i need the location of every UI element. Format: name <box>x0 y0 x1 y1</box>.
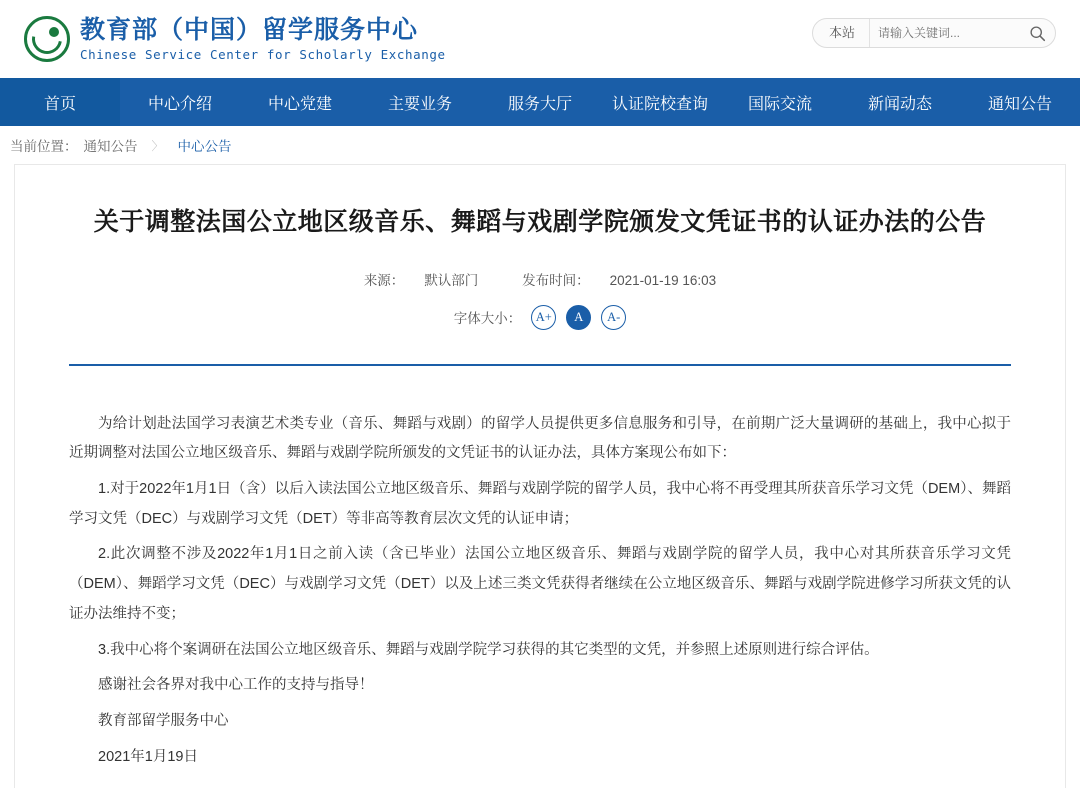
article-paragraph: 3.我中心将个案调研在法国公立地区级音乐、舞蹈与戏剧学院学习获得的其它类型的文凭，并参照上述原则进行综合评估。 <box>98 641 879 658</box>
breadcrumb-item-announcements[interactable]: 通知公告 <box>83 139 138 154</box>
article-body <box>69 410 1011 773</box>
main-navigation <box>0 78 1080 126</box>
search-icon <box>1029 25 1046 42</box>
font-normal-button[interactable]: A <box>566 305 591 330</box>
article-date: 2021年1月19日 <box>98 748 198 765</box>
nav-item-service-hall[interactable]: 服务大厅 <box>507 95 572 113</box>
font-increase-button[interactable]: A+ <box>531 305 556 330</box>
breadcrumb <box>0 126 1080 164</box>
nav-item-institution-query[interactable]: 认证院校查询 <box>611 95 708 113</box>
source-label: 来源： 默认部门 <box>363 272 479 288</box>
font-decrease-button[interactable]: A- <box>601 305 626 330</box>
article-paragraph: 1.对于2022年1月1日（含）以后入读法国公立地区级音乐、舞蹈与戏剧学院的留学人员，我中心将不再受理其所获音乐学习文凭（DEM）、舞蹈学习文凭（DEC）与戏剧学习文凭（DET）等非高等教育层次文凭的认证申请； <box>69 480 1011 527</box>
font-size-controls <box>69 305 1011 330</box>
article-meta <box>69 269 1011 289</box>
nav-item-announcements[interactable]: 通知公告 <box>987 95 1052 113</box>
article-signature: 教育部留学服务中心 <box>98 712 229 729</box>
org-name-en: Chinese Service Center for Scholarly Exchange <box>80 46 446 62</box>
nav-item-news[interactable]: 新闻动态 <box>867 95 932 113</box>
article-paragraph: 为给计划赴法国学习表演艺术类专业（音乐、舞蹈与戏剧）的留学人员提供更多信息服务和引导，在前期广泛大量调研的基础上，我中心拟于近期调整对法国公立地区级音乐、舞蹈与戏剧学院所颁发的文凭证书的认证办法，具体方案现公布如下： <box>69 415 1011 462</box>
font-size-label: 字体大小： <box>453 311 522 326</box>
title-divider <box>69 364 1011 366</box>
search-input[interactable] <box>869 19 1019 47</box>
search-bar[interactable] <box>812 18 1056 48</box>
search-button[interactable] <box>1019 19 1055 47</box>
org-name-cn: 教育部（中国）留学服务中心 <box>80 15 419 45</box>
csc-emblem-icon <box>24 16 70 62</box>
nav-item-international-exchange[interactable]: 国际交流 <box>747 95 812 113</box>
search-scope-label[interactable]: 本站 <box>828 25 855 40</box>
nav-item-center-intro[interactable]: 中心介绍 <box>147 95 212 113</box>
nav-item-home[interactable]: 首页 <box>0 78 120 126</box>
article-card <box>14 164 1066 788</box>
breadcrumb-item-center-announcement[interactable]: 中心公告 <box>177 139 232 154</box>
site-header <box>0 0 1080 78</box>
breadcrumb-separator-icon: 〉 <box>151 138 164 153</box>
nav-item-party-building[interactable]: 中心党建 <box>267 95 332 113</box>
breadcrumb-prefix: 当前位置： <box>10 139 78 154</box>
article-paragraph: 2.此次调整不涉及2022年1月1日之前入读（含已毕业）法国公立地区级音乐、舞蹈与戏剧学院的留学人员，我中心对其所获音乐学习文凭（DEM）、舞蹈学习文凭（DEC）与戏剧学习文凭（DET）以及上述三类文凭获得者继续在公立地区级音乐、舞蹈与戏剧学院进修学习所获文凭的认证办法维持不变； <box>69 546 1011 622</box>
site-logo[interactable] <box>24 16 446 62</box>
article-paragraph: 感谢社会各界对我中心工作的支持与指导！ <box>98 677 374 694</box>
nav-item-main-business[interactable]: 主要业务 <box>387 95 452 113</box>
page-title: 关于调整法国公立地区级音乐、舞蹈与戏剧学院颁发文凭证书的认证办法的公告 <box>93 208 987 236</box>
publish-time: 发布时间： 2021-01-19 16:03 <box>522 272 717 288</box>
